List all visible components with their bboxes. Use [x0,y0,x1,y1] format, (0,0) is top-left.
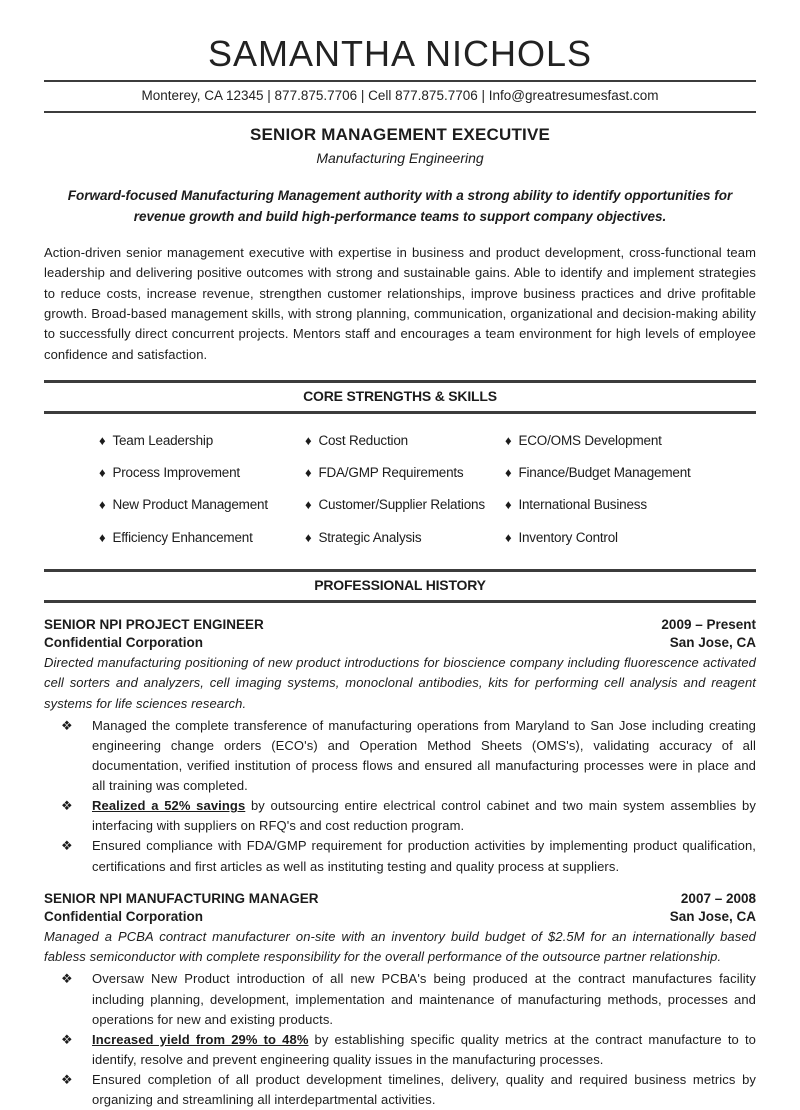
skills-grid [44,414,756,554]
job-company-row [44,634,756,652]
skill-item [305,463,505,483]
diamond-x-bullet-icon: ❖ [61,798,73,814]
skill-item [505,528,756,548]
diamond-x-bullet-icon: ❖ [61,1072,73,1088]
summary-paragraph: Action-driven senior management executive with expertise in business and product development, cross-functional team leadership and delivering positive outcomes with strong and sustainable gains. Able to identify and implement strategies to reduce costs, increase revenue, strengthen customer relationships, improve business practices and drive profitable growth. Broad-based management skills, with strong planning, communication, organizational and decision-making ability to successfully direct concurrent projects. Mentors staff and encourages a team environment for high levels of employee confidence and satisfaction. [44,245,756,362]
job-dates: 2007 – 2008 [680,890,756,906]
history-section-header [44,569,756,603]
history-section [44,569,756,1110]
skill-label: Customer/Supplier Relations [318,497,485,513]
diamond-bullet-icon: ♦ [99,432,106,448]
skill-item [305,431,505,451]
diamond-bullet-icon: ♦ [99,465,106,481]
skill-label: Inventory Control [518,529,618,545]
skills-section-header [44,380,756,414]
diamond-bullet-icon: ♦ [305,497,312,513]
job-bullet [44,969,756,1029]
skill-label: Cost Reduction [318,432,408,448]
skill-label: Process Improvement [112,465,240,481]
skill-item [305,528,505,548]
skill-item [505,463,756,483]
job-location: San Jose, CA [669,908,756,924]
diamond-bullet-icon: ♦ [305,529,312,545]
skill-label: Strategic Analysis [318,529,422,545]
diamond-bullet-icon: ♦ [505,432,512,448]
skill-item [505,431,756,451]
diamond-bullet-icon: ♦ [505,529,512,545]
job-title: SENIOR NPI PROJECT ENGINEER [44,616,264,632]
job-title: SENIOR NPI MANUFACTURING MANAGER [44,890,319,906]
diamond-x-bullet-icon: ❖ [61,838,73,854]
resume-header [44,34,756,169]
divider [44,600,756,603]
skill-label: Finance/Budget Management [518,465,691,481]
job-location: San Jose, CA [669,635,756,650]
job-bullet [44,836,756,876]
job-description: Directed manufacturing positioning of new product introductions for bioscience company including fluorescence activated cell sorters and analyzers, cell imaging systems, monoclonal antibodies, kits for performing cell analysis and reagent systems for life sciences research. [44,655,756,711]
job-bullet [44,1030,756,1070]
bullet-text: Managed the complete transference of manufacturing operations from Maryland to San Jose including creating engineering change orders (ECO's) and Operation Method Sheets (OMS's), validating accuracy of all documentation, verified institution of process flows and ensured all manufacturing processes were in place and all training was completed. [92,717,756,794]
diamond-bullet-icon: ♦ [505,497,512,513]
skill-label: New Product Management [112,497,268,513]
bullet-text: Ensured completion of all product development timelines, delivery, quality and required business metrics by organizing and streamlining all interdepartmental activities. [92,1072,756,1108]
skill-item [99,463,305,483]
skill-item [505,495,756,515]
history-section-title: PROFESSIONAL HISTORY [314,576,486,593]
bullet-text: Ensured compliance with FDA/GMP requirement for production activities by implementing product qualification, certifications and first articles as well as instituting testing and quality process at suppliers. [92,838,756,874]
bullet-highlight: Realized a 52% savings [92,798,246,814]
diamond-x-bullet-icon: ❖ [61,971,73,987]
skill-item [305,495,505,515]
skills-section-title: CORE STRENGTHS & SKILLS [303,387,497,404]
job-bullet [44,1070,756,1110]
diamond-bullet-icon: ♦ [305,465,312,481]
job-dates: 2009 – Present [661,616,756,632]
job-company: Confidential Corporation [44,635,203,650]
job-company-row [44,908,756,926]
bullet-text: Oversaw New Product introduction of all new PCBA's being produced at the contract manufactures facility including planning, development, implementation and maintenance of manufacturing methods, processes and operations for new and existing products. [92,971,756,1027]
job-bullet [44,716,756,797]
skill-item [99,495,305,515]
job-title-row [44,890,756,908]
bullet-text: by outsourcing entire electrical control cabinet and two main system assemblies by interfacing with suppliers on RFQ's and cost reduction program. [92,798,756,834]
skill-label: ECO/OMS Development [518,432,662,448]
person-name: SAMANTHA NICHOLS [207,33,593,74]
skill-label: FDA/GMP Requirements [318,465,464,481]
job-description: Managed a PCBA contract manufacturer on-site with an inventory build budget of $2.5M for an internationally based fabless semiconductor with complete responsibility for the overall performance of the outsource partner relationship. [44,929,756,965]
skills-section [44,380,756,554]
resume-subtitle: Manufacturing Engineering [316,150,484,167]
diamond-bullet-icon: ♦ [505,465,512,481]
tagline: Forward-focused Manufacturing Management authority with a strong ability to identify opportunities for revenue growth and build high-performance teams to support company objectives. [67,188,733,225]
bullet-text: by establishing specific quality metrics at the contract manufacture to to identify, resolve and prevent engineering quality issues in the manufacturing processes. [92,1031,756,1068]
diamond-bullet-icon: ♦ [99,497,106,513]
job-company: Confidential Corporation [44,908,203,924]
contact-line: Monterey, CA 12345 | 877.875.7706 | Cell 877.875.7706 | Info@greatresumesfast.com [141,87,659,103]
job-list [44,616,756,1110]
skill-item [99,431,305,451]
skill-label: International Business [518,497,647,513]
skill-label: Team Leadership [112,432,214,448]
job-entry [44,890,756,1110]
skill-item [99,528,305,548]
resume-title: SENIOR MANAGEMENT EXECUTIVE [249,124,551,144]
diamond-bullet-icon: ♦ [99,529,106,545]
divider [44,111,756,113]
diamond-bullet-icon: ♦ [305,432,312,448]
bullet-highlight: Increased yield from 29% to 48% [92,1031,309,1047]
job-entry [44,616,756,877]
diamond-x-bullet-icon: ❖ [61,717,73,733]
diamond-x-bullet-icon: ❖ [61,1031,73,1047]
job-bullet [44,796,756,836]
job-title-row [44,616,756,634]
skill-label: Efficiency Enhancement [112,529,253,545]
